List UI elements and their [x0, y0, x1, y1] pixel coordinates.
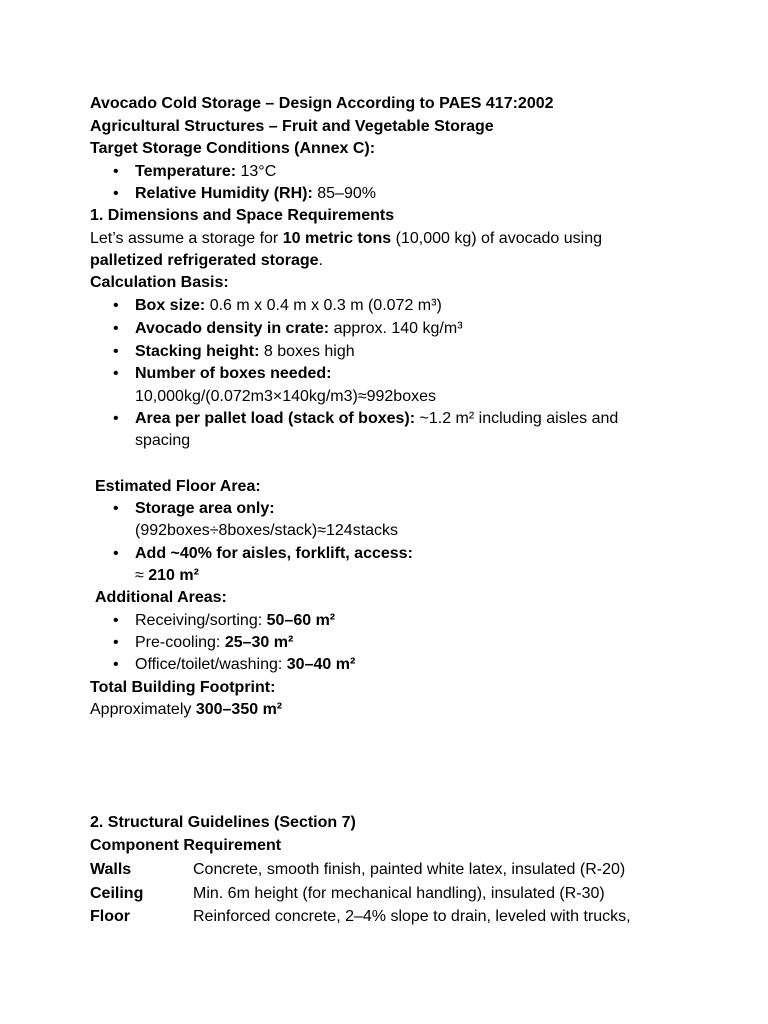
- document-subtitle: Agricultural Structures – Fruit and Vegetable Storage: [90, 118, 494, 135]
- bullet-icon: •: [113, 343, 119, 360]
- table-cell-component: Ceiling: [90, 885, 144, 902]
- intro-paragraph-line1: Let’s assume a storage for 10 metric tons (10,000 kg) of avocado using: [90, 230, 602, 247]
- list-item-label: Number of boxes needed:: [135, 365, 332, 382]
- list-item: Box size: 0.6 m x 0.4 m x 0.3 m (0.072 m³): [135, 297, 442, 314]
- list-item: Avocado density in crate: approx. 140 kg/m³: [135, 320, 463, 337]
- bullet-icon: •: [113, 320, 119, 337]
- additional-areas-heading: Additional Areas:: [95, 589, 227, 606]
- table-cell-requirement: Reinforced concrete, 2–4% slope to drain, leveled with trucks,: [193, 908, 631, 925]
- bullet-icon: •: [113, 545, 119, 562]
- floor-area-heading: Estimated Floor Area:: [95, 478, 261, 495]
- total-footprint-value: Approximately 300–350 m²: [90, 701, 283, 718]
- list-item: Stacking height: 8 boxes high: [135, 343, 355, 360]
- bullet-icon: •: [113, 410, 119, 427]
- bullet-icon: •: [113, 297, 119, 314]
- table-cell-requirement: Concrete, smooth finish, painted white latex, insulated (R-20): [193, 861, 626, 878]
- bullet-icon: •: [113, 185, 119, 202]
- list-item: Temperature: 13°C: [135, 163, 277, 180]
- bullet-icon: •: [113, 634, 119, 651]
- intro-paragraph-line2: palletized refrigerated storage.: [90, 252, 323, 269]
- list-item: Relative Humidity (RH): 85–90%: [135, 185, 376, 202]
- list-item-label: Add ~40% for aisles, forklift, access:: [135, 545, 413, 562]
- list-item-value: 10,000kg/(0.072m3×140kg/m3)≈992boxes: [135, 388, 436, 405]
- bullet-icon: •: [113, 365, 119, 382]
- list-item-label: Storage area only:: [135, 500, 275, 517]
- table-cell-requirement: Min. 6m height (for mechanical handling), insulated (R-30): [193, 885, 605, 902]
- section-1-heading: 1. Dimensions and Space Requirements: [90, 207, 395, 224]
- bullet-icon: •: [113, 612, 119, 629]
- total-footprint-heading: Total Building Footprint:: [90, 679, 276, 696]
- bullet-icon: •: [113, 163, 119, 180]
- list-item-value: (992boxes÷8boxes/stack)≈124stacks: [135, 522, 399, 539]
- table-header: Component Requirement: [90, 837, 282, 854]
- table-cell-component: Floor: [90, 908, 130, 925]
- list-item-continuation: spacing: [135, 432, 191, 449]
- list-item: Receiving/sorting: 50–60 m²: [135, 612, 336, 629]
- list-item: Area per pallet load (stack of boxes): ~1.2 m² including aisles and: [135, 410, 619, 427]
- document-title: Avocado Cold Storage – Design According to PAES 417:2002: [90, 95, 554, 112]
- target-conditions-heading: Target Storage Conditions (Annex C):: [90, 140, 376, 157]
- calculation-basis-heading: Calculation Basis:: [90, 274, 229, 291]
- list-item-value: ≈ 210 m²: [135, 567, 199, 584]
- bullet-icon: •: [113, 500, 119, 517]
- section-2-heading: 2. Structural Guidelines (Section 7): [90, 814, 356, 831]
- bullet-icon: •: [113, 656, 119, 673]
- list-item: Pre-cooling: 25–30 m²: [135, 634, 294, 651]
- list-item: Office/toilet/washing: 30–40 m²: [135, 656, 356, 673]
- table-cell-component: Walls: [90, 861, 132, 878]
